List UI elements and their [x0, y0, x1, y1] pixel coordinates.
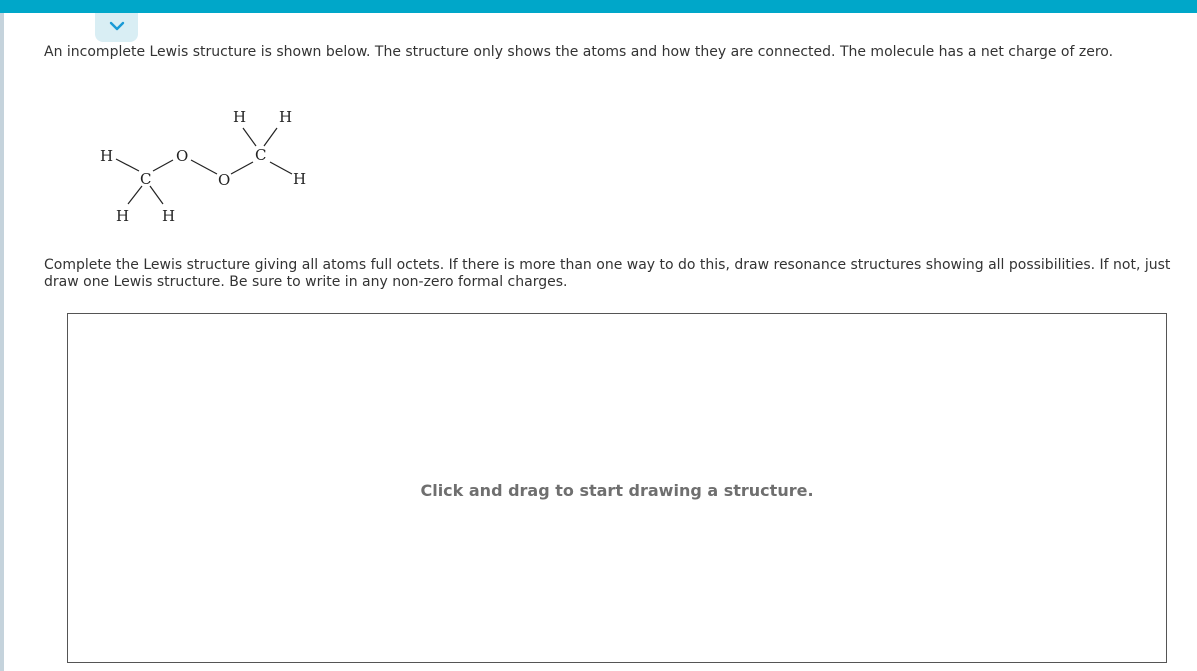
atom-c2: C	[255, 146, 267, 164]
atom-h-right: H	[293, 170, 307, 188]
bond-c2-hright	[270, 162, 292, 174]
atom-c1: C	[140, 170, 152, 188]
atom-h-left: H	[100, 147, 114, 165]
structure-drawing-canvas[interactable]	[67, 313, 1167, 663]
canvas-hint: Click and drag to start drawing a structure.	[420, 481, 814, 500]
bond-h-c1	[116, 159, 139, 171]
question-prompt: An incomplete Lewis structure is shown below. The structure only shows the atoms and how they are connected. The molecule has a net charge of zero.	[44, 44, 1114, 60]
bond-c2-ht1	[243, 128, 256, 146]
bond-c1-o1	[153, 160, 173, 171]
bond-o1-o2	[191, 160, 217, 174]
left-rail	[0, 0, 4, 671]
atom-o1: O	[176, 147, 189, 165]
bond-c1-hb1	[128, 186, 142, 204]
chevron-down-icon	[109, 20, 125, 32]
atom-h-bottom-2: H	[162, 207, 176, 225]
atom-o2: O	[218, 171, 231, 189]
lewis-structure-diagram	[95, 100, 325, 230]
atom-h-top-1: H	[233, 108, 247, 126]
question-instruction: Complete the Lewis structure giving all atoms full octets. If there is more than one way to do this, draw resonance structures showing all possibilities. If not, just draw one Lewis structure. Be sure to write in any non-zero formal charges.	[44, 257, 1171, 290]
bond-c1-hb2	[150, 186, 163, 204]
bond-o2-c2	[231, 162, 253, 174]
atom-h-top-2: H	[279, 108, 293, 126]
collapse-toggle-button[interactable]	[95, 13, 138, 42]
top-bar	[0, 0, 1197, 13]
atom-h-bottom-1: H	[116, 207, 130, 225]
bond-c2-ht2	[264, 128, 277, 146]
